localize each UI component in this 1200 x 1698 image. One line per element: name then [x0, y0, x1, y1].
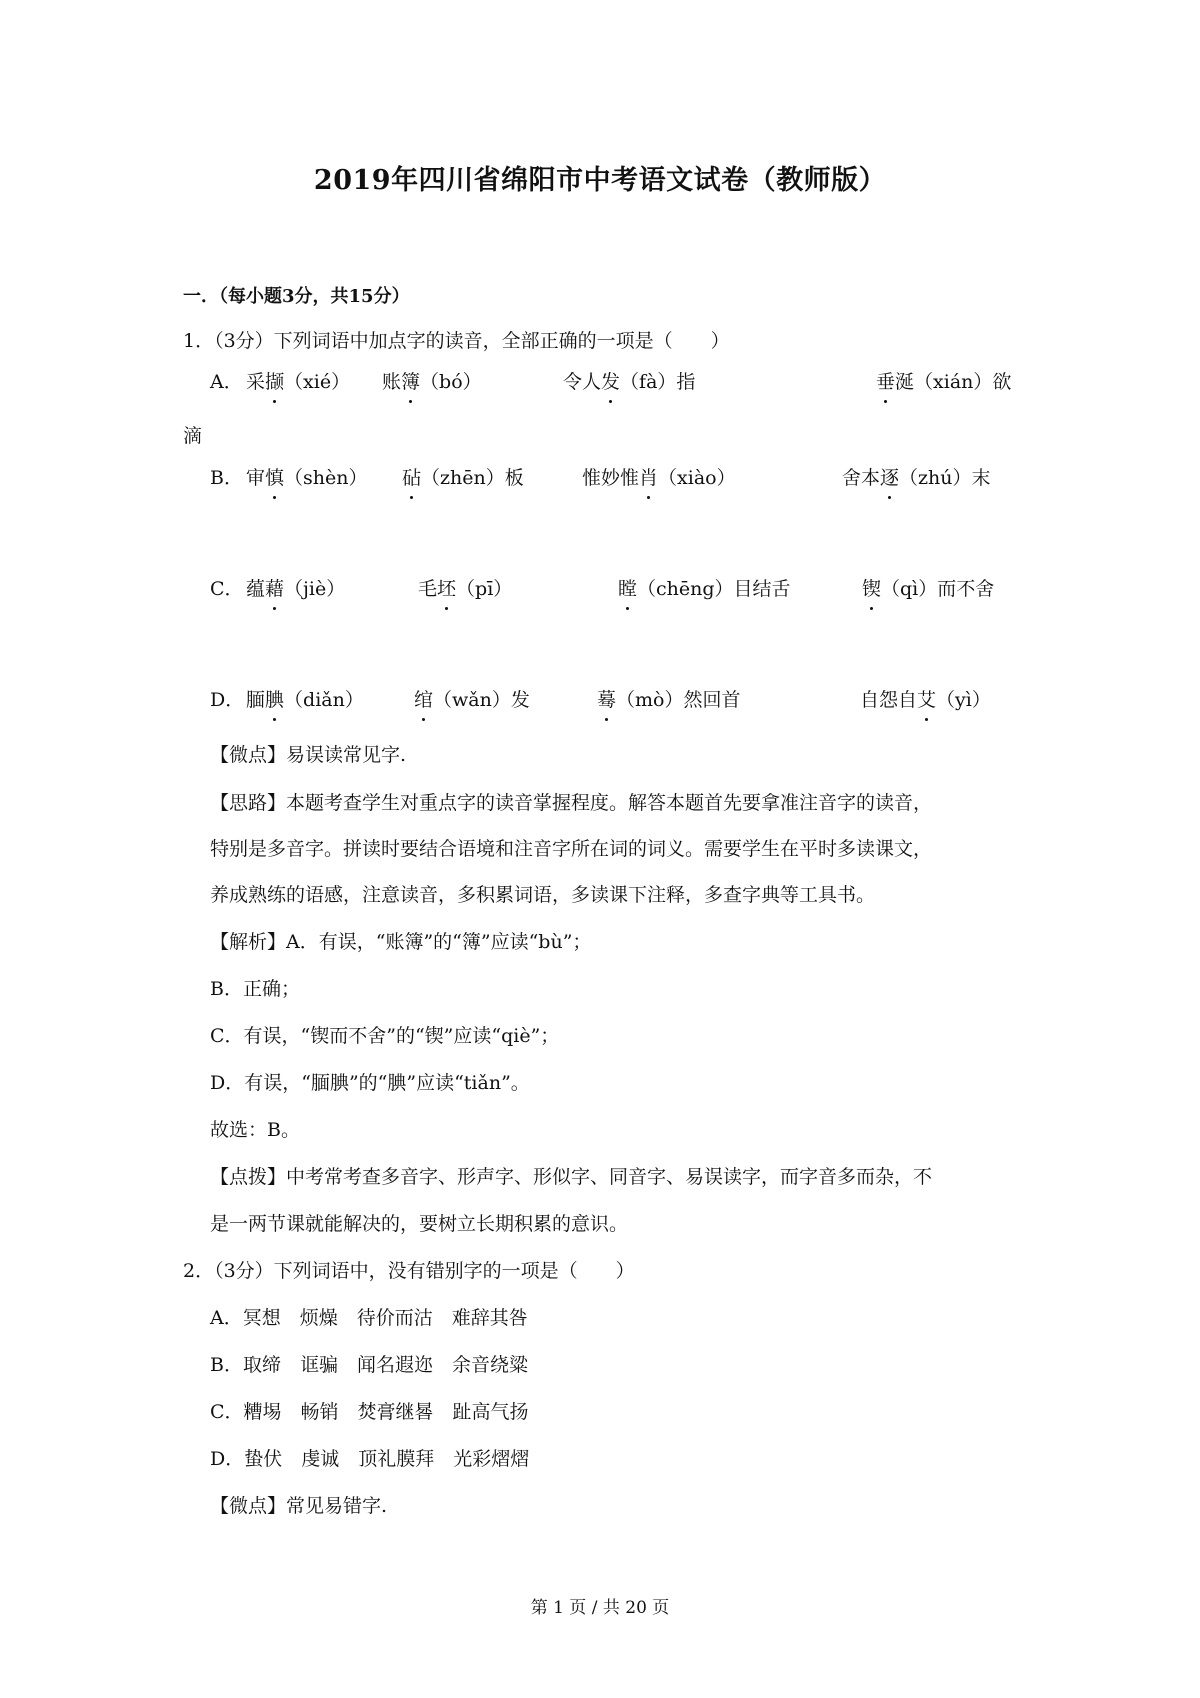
option-word-wrap: 滴 [183, 425, 203, 447]
option-label: B． [210, 467, 243, 489]
q1-silu-line2: 特别是多音字。拼读时要结合语境和注音字所在词的词义。需要学生在平时多读课文， [210, 838, 933, 860]
option-word: 腼腆（diǎn） [246, 686, 364, 714]
q1-jiexi: 【解析】A．有误，“账簿”的“簿”应读“bù”； [210, 931, 592, 953]
q1-jiexi-b: B．正确； [210, 978, 300, 1000]
q1-dianbo-line2: 是一两节课就能解决的，要树立长期积累的意识。 [210, 1213, 629, 1235]
option-word: 令人发（fà）指 [563, 368, 695, 396]
q1-jiexi-c: C．有误，“锲而不舍”的“锲”应读“qiè”； [210, 1025, 560, 1047]
option-word: 自怨自艾（yì） [860, 686, 991, 714]
q1-weidian: 【微点】易误读常见字. [210, 744, 407, 766]
option-word: 蓦（mò）然回首 [597, 686, 740, 714]
q1-dianbo: 【点拨】中考常考查多音字、形声字、形似字、同音字、易误读字，而字音多而杂，不 [210, 1166, 933, 1188]
section-heading: 一．（每小题3分，共15分） [183, 286, 410, 307]
option-word: 锲（qì）而不舍 [862, 575, 994, 603]
question-1-stem: 1．（3分）下列词语中加点字的读音，全部正确的一项是（ ） [183, 330, 730, 352]
option-word: 舍本逐（zhú）末 [842, 464, 991, 492]
option-label: D． [210, 689, 245, 711]
q1-jiexi-d: D．有误，“腼腆”的“腆”应读“tiǎn”。 [210, 1072, 530, 1094]
q1-silu: 【思路】本题考查学生对重点字的读音掌握程度。解答本题首先要拿准注音字的读音， [210, 792, 933, 814]
page-title: 2019年四川省绵阳市中考语文试卷（教师版） [313, 165, 887, 196]
option-word: 账簿（bó） [382, 368, 482, 396]
option-word: 采撷（xié） [246, 368, 350, 396]
option-word: 垂涎（xián）欲 [876, 368, 1011, 396]
q2-option-b: B．取缔 诓骗 闻名遐迩 余音绕粱 [210, 1354, 528, 1376]
option-word: 惟妙惟肖（xiào） [582, 464, 736, 492]
q2-option-c: C．糟埸 畅销 焚膏继晷 趾高气扬 [210, 1401, 529, 1423]
option-word: 毛坯（pī） [418, 575, 512, 603]
q2-option-d: D．蛰伏 虔诚 顶礼膜拜 光彩熠熠 [210, 1448, 530, 1470]
q2-weidian: 【微点】常见易错字. [210, 1495, 388, 1517]
q1-answer: 故选：B。 [210, 1119, 300, 1141]
q2-option-a: A．冥想 烦燥 待价而沽 难辞其咎 [210, 1307, 528, 1329]
option-word: 绾（wǎn）发 [414, 686, 530, 714]
option-label: C． [210, 578, 244, 600]
page-footer: 第 1 页 / 共 20 页 [530, 1598, 670, 1618]
question-2-stem: 2．（3分）下列词语中，没有错别字的一项是（ ） [183, 1260, 635, 1282]
option-label: A． [210, 371, 243, 393]
q1-silu-line3: 养成熟练的语感，注意读音，多积累词语，多读课下注释，多查字典等工具书。 [210, 884, 876, 906]
option-word: 砧（zhēn）板 [402, 464, 524, 492]
option-word: 审慎（shèn） [246, 464, 368, 492]
option-word: 蕴藉（jiè） [246, 575, 345, 603]
option-word: 瞠（chēng）目结舌 [618, 575, 791, 603]
